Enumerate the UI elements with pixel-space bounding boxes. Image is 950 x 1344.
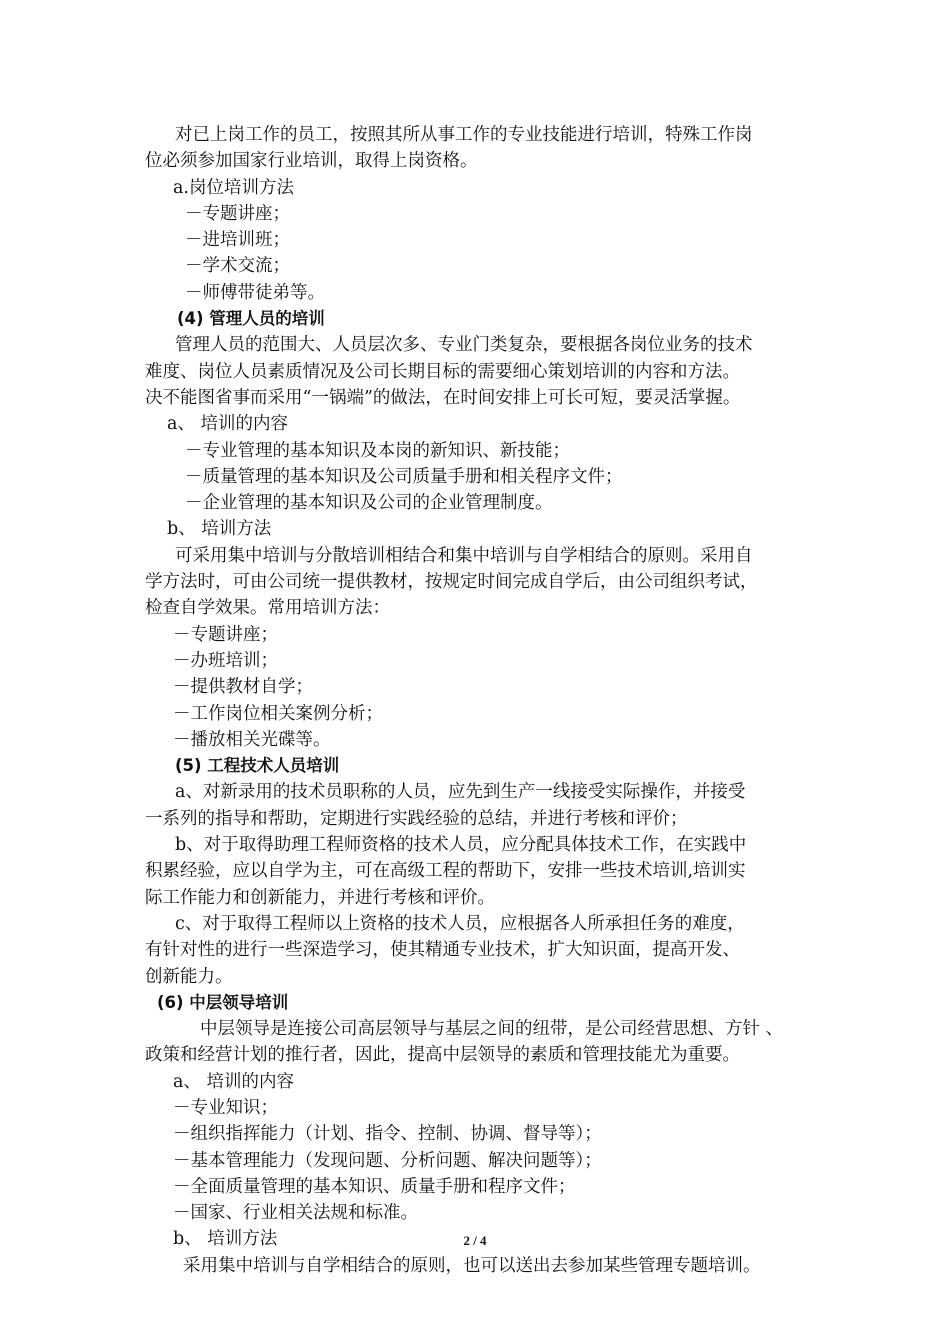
text-line: －组织指挥能力（计划、指令、控制、协调、督导等）； [173,1124,602,1145]
text-line: 一系列的指导和帮助，定期进行实践经验的总结，并进行考核和评价； [145,808,688,829]
text-line: －办班培训； [173,650,278,671]
text-line: 学方法时，可由公司统一提供教材，按规定时间完成自学后，由公司组织考试， [145,572,758,593]
text-line: －专题讲座； [185,203,290,224]
text-line: 际工作能力和创新能力，并进行考核和评价。 [145,887,495,908]
text-line: －质量管理的基本知识及公司质量手册和相关程序文件； [185,466,623,487]
section-heading: (6) 中层领导培训 [157,992,289,1012]
section-heading: (5) 工程技术人员培训 [175,756,340,776]
text-line: 决不能图省事而采用“一锅端”的做法，在时间安排上可长可短，要灵活掌握。 [145,387,741,408]
text-line: －专业知识； [173,1097,278,1118]
text-line: 有针对性的进行一些深造学习，使其精通专业技术，扩大知识面，提高开发、 [145,940,740,961]
text-line: 创新能力。 [145,966,233,987]
text-line: c、对于取得工程师以上资格的技术人员，应根据各人所承担任务的难度， [175,913,745,934]
text-line: 位必须参加国家行业培训，取得上岗资格。 [145,151,478,172]
text-line: a、 培训的内容 [173,1071,294,1092]
text-line: 积累经验，应以自学为主，可在高级工程的帮助下，安排一些技术培训,培训实 [145,861,746,882]
text-line: a.岗位培训方法 [173,177,294,198]
text-line: －企业管理的基本知识及公司的企业管理制度。 [185,493,553,514]
text-line: －学术交流； [185,256,290,277]
text-line: －进培训班； [185,230,290,251]
section-heading: (4) 管理人员的培训 [177,309,325,329]
text-line: b、 培训方法 [167,519,272,540]
text-line: －基本管理能力（发现问题、分析问题、解决问题等）； [173,1150,602,1171]
text-line: 可采用集中培训与分散培训相结合和集中培训与自学相结合的原则。采用自 [175,545,753,566]
text-line: －国家、行业相关法规和标准。 [173,1203,418,1224]
document-body [145,122,845,1279]
page-number: 2 / 4 [463,1233,487,1248]
text-line: 管理人员的范围大、人员层次多、专业门类复杂，要根据各岗位业务的技术 [175,335,753,356]
text-line: 难度、岗位人员素质情况及公司长期目标的需要细心策划培训的内容和方法。 [145,361,740,382]
text-line: －播放相关光碟等。 [173,729,331,750]
text-line: －工作岗位相关案例分析； [173,703,383,724]
text-line: b、对于取得助理工程师资格的技术人员，应分配具体技术工作，在实践中 [175,835,747,856]
text-line: 检查自学效果。常用培训方法： [145,598,390,619]
text-line: －提供教材自学； [173,677,313,698]
text-line: a、对新录用的技术员职称的人员，应先到生产一线接受实际操作，并接受 [175,782,746,803]
text-line: 采用集中培训与自学相结合的原则，也可以送出去参加某些管理专题培训。 [183,1255,761,1276]
text-line: a、 培训的内容 [167,414,288,435]
text-line: 中层领导是连接公司高层领导与基层之间的纽带，是公司经营思想、方针 、 [200,1019,784,1040]
text-line: 对已上岗工作的员工，按照其所从事工作的专业技能进行培训，特殊工作岗 [175,125,753,145]
text-line: －全面质量管理的基本知识、质量手册和程序文件； [173,1176,576,1197]
text-line: 政策和经营计划的推行者，因此，提高中层领导的素质和管理技能尤为重要。 [145,1045,740,1066]
text-line: －师傅带徒弟等。 [185,282,325,303]
text-line: －专题讲座； [173,624,278,645]
text-line: －专业管理的基本知识及本岗的新知识、新技能； [185,440,570,461]
text-line: b、 培训方法 [173,1229,278,1250]
